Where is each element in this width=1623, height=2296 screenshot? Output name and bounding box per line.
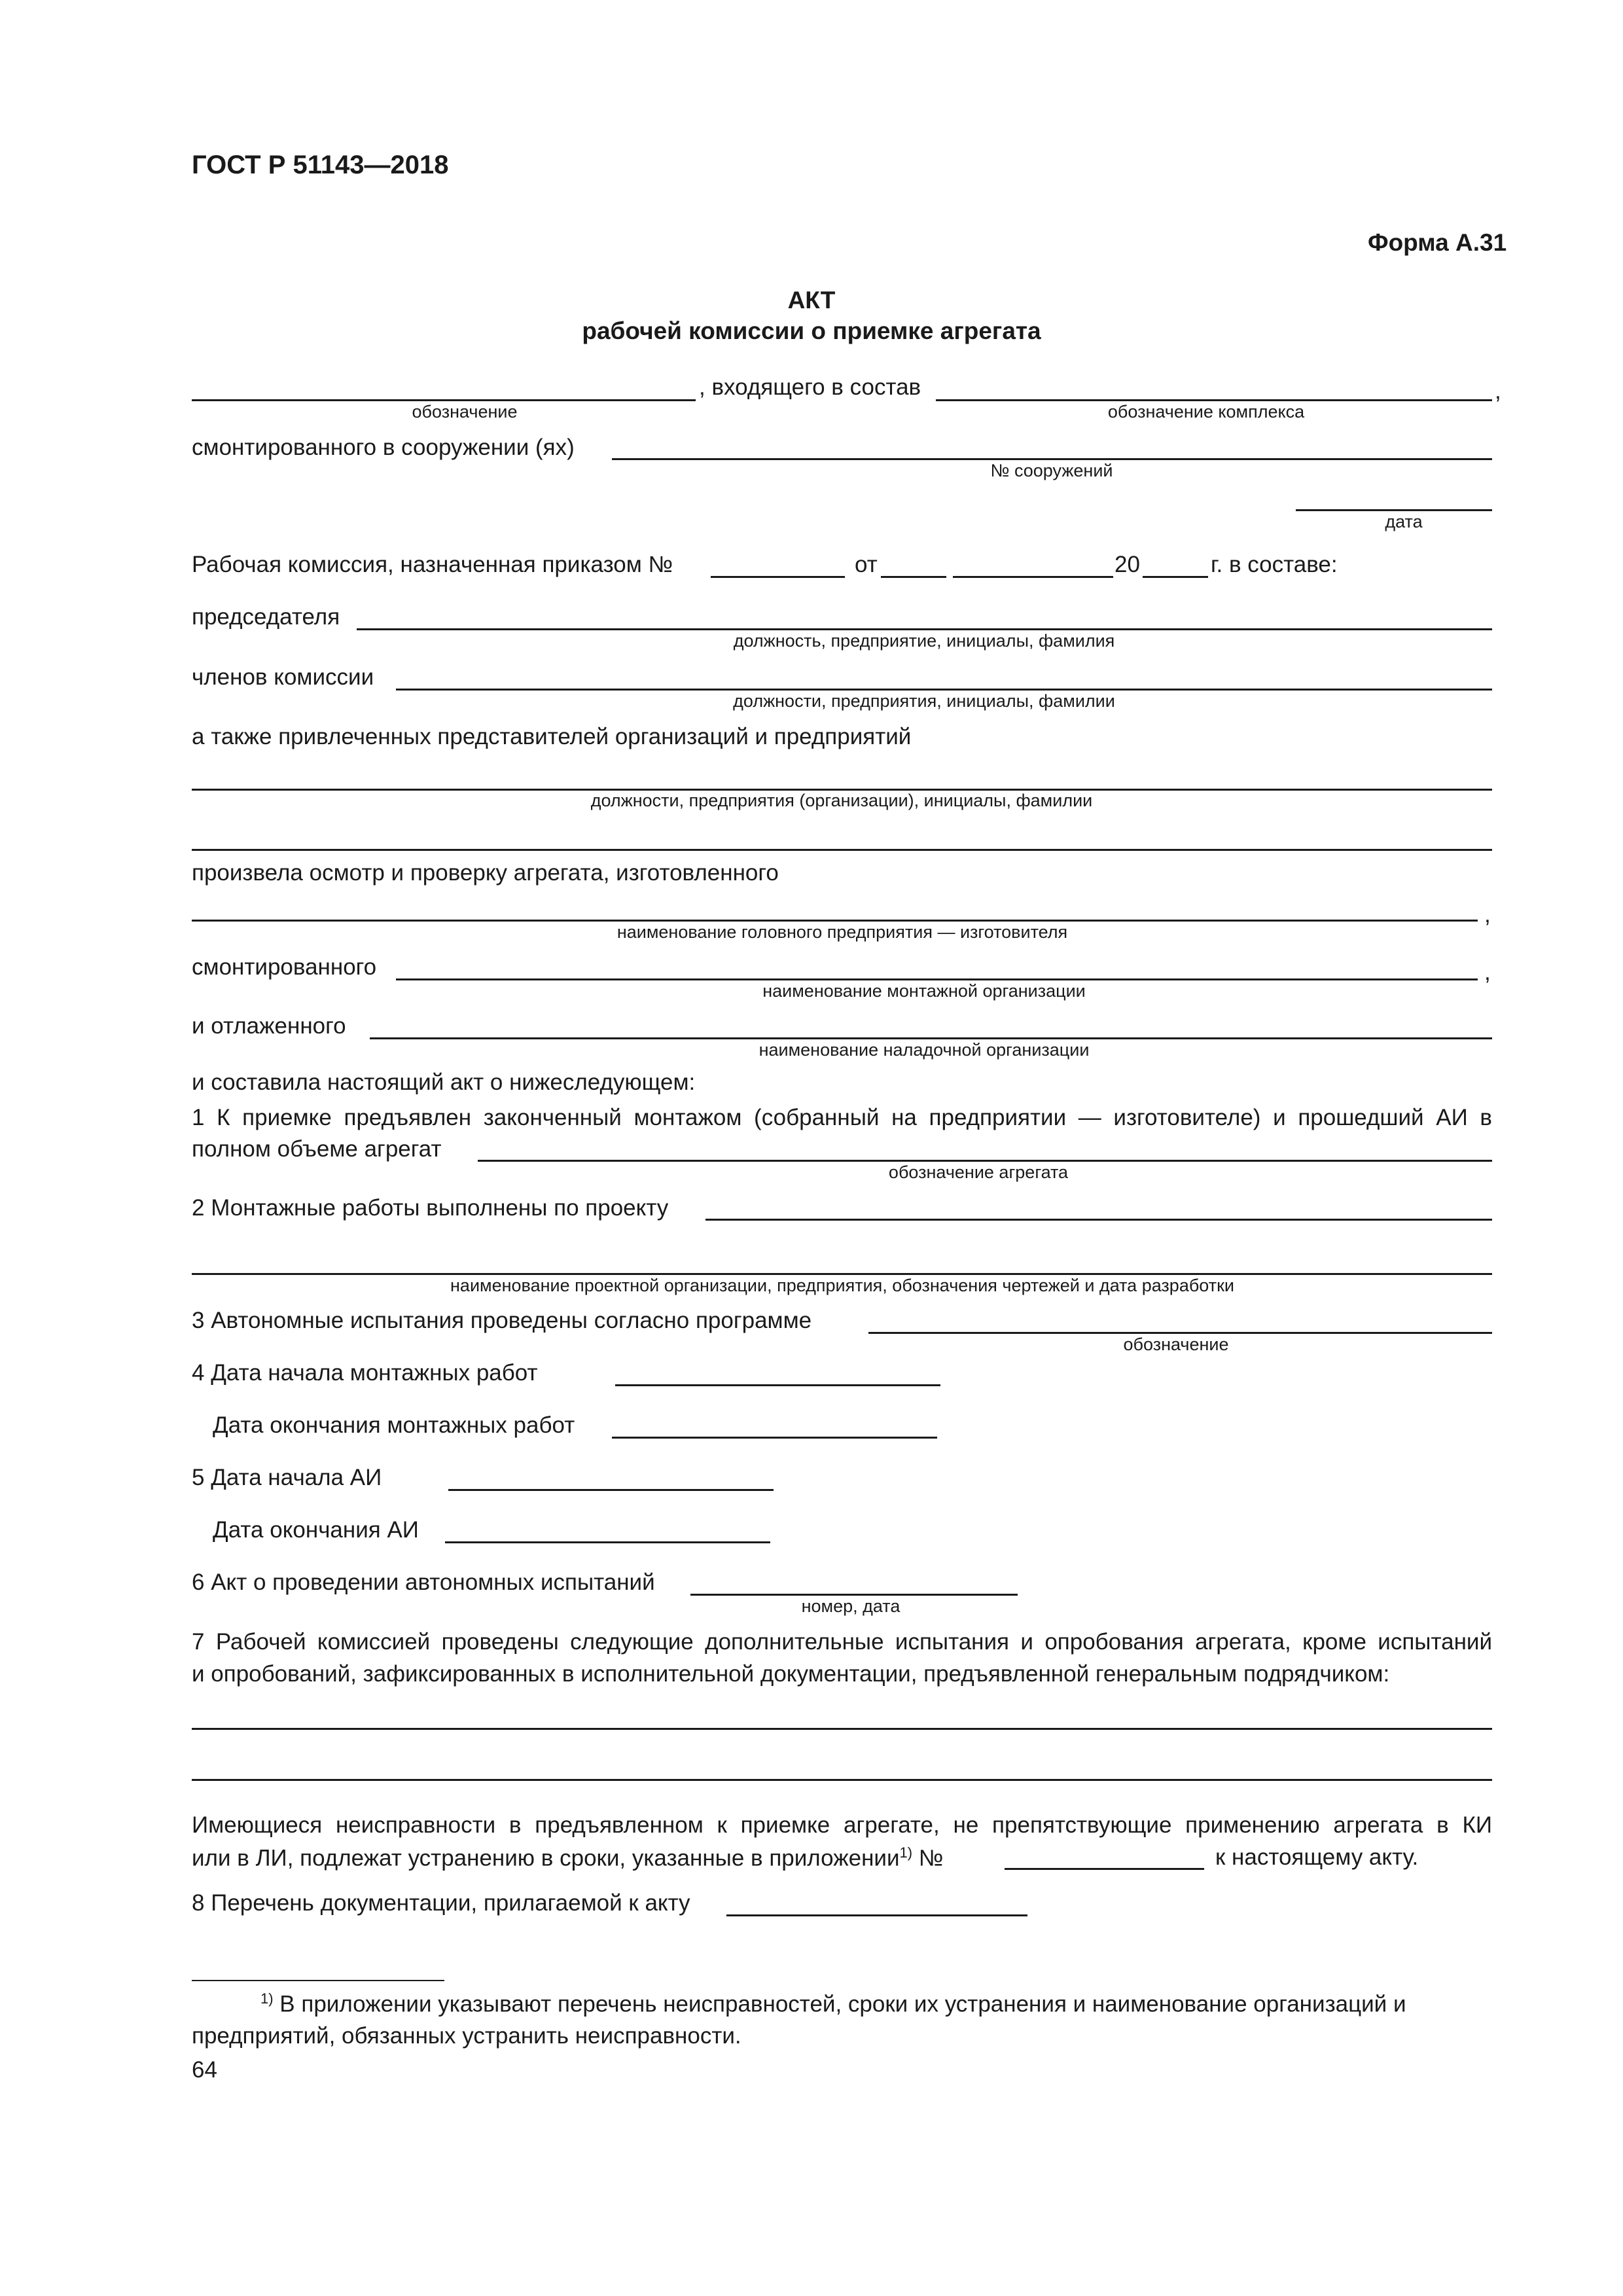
order-day-line[interactable] bbox=[881, 576, 946, 578]
included-in-label: , входящего в состав bbox=[699, 374, 921, 400]
caption-structures: № сооружений bbox=[990, 461, 1113, 480]
defects-line-b bbox=[192, 1846, 943, 1870]
appendix-number-line[interactable] bbox=[1005, 1868, 1204, 1870]
caption-complex: обозначение комплекса bbox=[1107, 402, 1305, 422]
caption-number-date: номер, дата bbox=[801, 1596, 901, 1616]
ai-end-line[interactable] bbox=[445, 1541, 770, 1543]
item7-line-b: и опробований, зафиксированных в исполнительной документации, предъявленной генеральным подрядчиком: bbox=[192, 1661, 1390, 1687]
item4-start-label: 4 Дата начала монтажных работ bbox=[192, 1360, 538, 1386]
mount-end-line[interactable] bbox=[612, 1437, 937, 1439]
year-suffix-label: г. в составе: bbox=[1211, 552, 1338, 577]
defects-number-label: № bbox=[918, 1845, 944, 1871]
order-number-line[interactable] bbox=[711, 576, 845, 578]
project-line-1[interactable] bbox=[705, 1219, 1492, 1221]
footnote-mark: 1) bbox=[260, 1990, 274, 2007]
ai-act-line[interactable] bbox=[690, 1594, 1018, 1596]
standard-number: ГОСТ Р 51143—2018 bbox=[192, 151, 449, 179]
item7-line-a: 7 Рабочей комиссией проведены следующие дополнительные испытания и опробования агрегата, кроме испытаний bbox=[192, 1629, 1492, 1655]
item5-start-label: 5 Дата начала АИ bbox=[192, 1465, 382, 1490]
footnote-line-b: предприятий, обязанных устранить неисправности. bbox=[192, 2023, 741, 2049]
footnote-separator bbox=[192, 1980, 444, 1981]
representatives-label: а также привлеченных представителей организаций и предприятий bbox=[192, 724, 912, 749]
tests-line-2[interactable] bbox=[192, 1779, 1492, 1781]
caption-chairman: должность, предприятие, инициалы, фамилия bbox=[733, 631, 1115, 651]
defects-text: или в ЛИ, подлежат устранению в сроки, указанные в приложении bbox=[192, 1845, 900, 1871]
item5-end-label: Дата окончания АИ bbox=[213, 1517, 419, 1543]
commissioner-line[interactable] bbox=[370, 1037, 1492, 1039]
program-line[interactable] bbox=[868, 1332, 1492, 1334]
caption-unit: обозначение агрегата bbox=[888, 1162, 1069, 1182]
adjusted-label: и отлаженного bbox=[192, 1013, 346, 1039]
composed-label: и составила настоящий акт о нижеследующем: bbox=[192, 1069, 696, 1095]
item2-label: 2 Монтажные работы выполнены по проекту bbox=[192, 1195, 669, 1221]
chairman-label: председателя bbox=[192, 604, 340, 630]
structures-line[interactable] bbox=[612, 458, 1492, 460]
defects-end-label: к настоящему акту. bbox=[1215, 1844, 1419, 1870]
order-year-line[interactable] bbox=[1143, 576, 1208, 578]
installer-line[interactable] bbox=[396, 978, 1478, 980]
page-number: 64 bbox=[192, 2057, 217, 2083]
manufacturer-line[interactable] bbox=[192, 920, 1478, 922]
footnote-text-a: В приложении указывают перечень неисправностей, сроки их устранения и наименование организаций и bbox=[279, 1991, 1406, 2017]
item1-line-b: полном объеме агрегат bbox=[192, 1136, 442, 1162]
members-line[interactable] bbox=[396, 689, 1492, 691]
doc-title: АКТ bbox=[787, 287, 836, 314]
doc-subtitle: рабочей комиссии о приемке агрегата bbox=[582, 317, 1041, 344]
caption-manufacturer: наименование головного предприятия — изготовителя bbox=[616, 922, 1068, 942]
item1-line-a: 1 К приемке предъявлен законченный монтажом (собранный на предприятии — изготовителе) и прошедший АИ в bbox=[192, 1105, 1492, 1130]
members-label: членов комиссии bbox=[192, 664, 374, 690]
representatives-line-2[interactable] bbox=[192, 849, 1492, 851]
inspected-label: произвела осмотр и проверку агрегата, изготовленного bbox=[192, 860, 779, 886]
comma-3: , bbox=[1484, 960, 1491, 985]
from-label: от bbox=[855, 552, 878, 577]
defects-line-a: Имеющиеся неисправности в предъявленном к приемке агрегате, не препятствующие применению агрегата в КИ bbox=[192, 1812, 1492, 1838]
footnote-line-a bbox=[260, 1992, 1406, 2016]
item6-label: 6 Акт о проведении автономных испытаний bbox=[192, 1570, 655, 1595]
caption-program: обозначение bbox=[1123, 1335, 1229, 1354]
mounted-in-label: смонтированного в сооружении (ях) bbox=[192, 435, 575, 460]
documentation-line[interactable] bbox=[726, 1914, 1027, 1916]
item8-label: 8 Перечень документации, прилагаемой к акту bbox=[192, 1890, 690, 1916]
caption-commissioner: наименование наладочной организации bbox=[758, 1040, 1090, 1060]
caption-installer: наименование монтажной организации bbox=[762, 981, 1086, 1001]
commission-label: Рабочая комиссия, назначенная приказом № bbox=[192, 552, 673, 577]
caption-date: дата bbox=[1385, 512, 1423, 531]
ai-start-line[interactable] bbox=[448, 1489, 774, 1491]
date-line[interactable] bbox=[1296, 509, 1492, 511]
defects-footnote-mark[interactable]: 1) bbox=[899, 1844, 913, 1861]
mount-start-line[interactable] bbox=[615, 1384, 940, 1386]
chairman-line[interactable] bbox=[357, 628, 1492, 630]
comma-2: , bbox=[1484, 902, 1491, 927]
caption-designation: обозначение bbox=[412, 402, 518, 422]
item4-end-label: Дата окончания монтажных работ bbox=[213, 1412, 575, 1438]
caption-representatives: должности, предприятия (организации), инициалы, фамилии bbox=[590, 791, 1093, 810]
complex-line[interactable] bbox=[936, 399, 1492, 401]
comma-1: , bbox=[1495, 378, 1501, 404]
unit-line[interactable] bbox=[478, 1160, 1492, 1162]
item3-label: 3 Автономные испытания проведены согласно программе bbox=[192, 1308, 812, 1333]
designation-line[interactable] bbox=[192, 399, 696, 401]
form-number: Форма А.31 bbox=[1368, 229, 1507, 256]
mounted-label: смонтированного bbox=[192, 954, 377, 980]
tests-line-1[interactable] bbox=[192, 1728, 1492, 1730]
order-month-line[interactable] bbox=[953, 576, 1113, 578]
year-label: 20 bbox=[1115, 552, 1140, 577]
caption-project: наименование проектной организации, предприятия, обозначения чертежей и дата разработки bbox=[450, 1276, 1234, 1295]
caption-members: должности, предприятия, инициалы, фамилии bbox=[733, 691, 1115, 711]
project-line-2[interactable] bbox=[192, 1273, 1492, 1275]
